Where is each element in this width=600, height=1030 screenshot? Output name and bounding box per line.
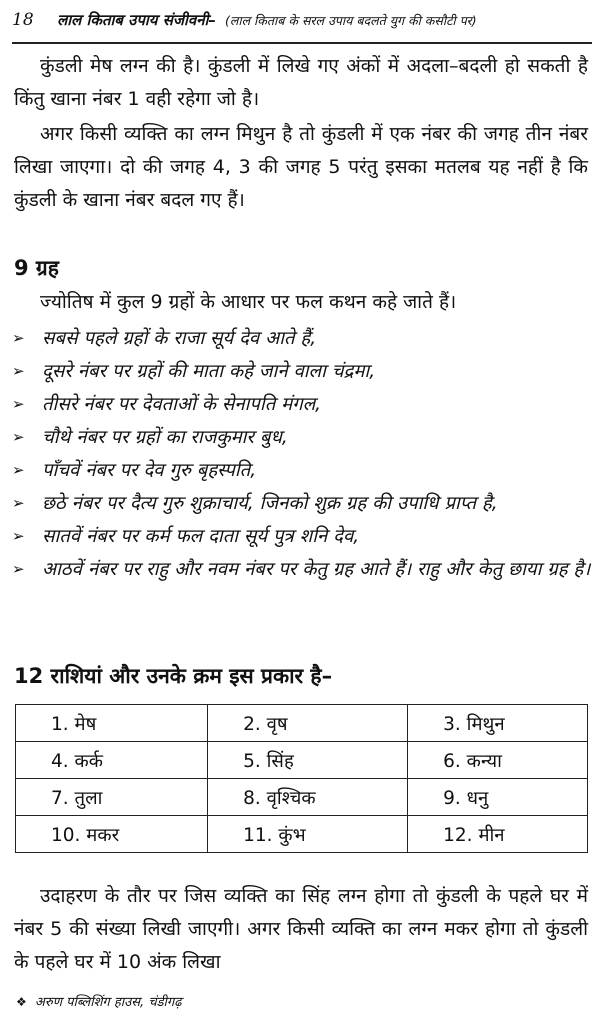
- arrow-bullet-icon: ➢: [12, 527, 25, 545]
- arrow-bullet-icon: ➢: [12, 560, 25, 578]
- paragraph-mesh-lagna: कुंडली मेष लग्न की है। कुंडली में लिखे गए अंकों में अदला–बदली हो सकती है किंतु खाना नंबर 1 वही रहेगा जो है।: [14, 55, 588, 110]
- table-cell: 3. मिथुन: [408, 705, 588, 742]
- rashi-table: [15, 704, 588, 853]
- book-title: लाल किताब उपाय संजीवनी–: [57, 11, 216, 29]
- table-cell: 9. धनु: [408, 779, 588, 816]
- table-row: [16, 816, 588, 853]
- arrow-bullet-icon: ➢: [12, 494, 25, 512]
- list-item: ➢ सबसे पहले ग्रहों के राजा सूर्य देव आते हैं,: [12, 322, 592, 355]
- publisher-logo-icon: ❖: [16, 995, 27, 1009]
- list-item: ➢ पाँचवें नंबर पर देव गुरु बृहस्पति,: [12, 454, 592, 487]
- arrow-bullet-icon: ➢: [12, 461, 25, 479]
- paragraph-planets-intro: ज्योतिष में कुल 9 ग्रहों के आधार पर फल कथन कहे जाते हैं।: [40, 291, 457, 313]
- table-cell: 4. कर्क: [16, 742, 208, 779]
- planet-list: [12, 322, 592, 586]
- list-item: ➢ छठे नंबर पर दैत्य गुरु शुक्राचार्य, जिनको शुक्र ग्रह की उपाधि प्राप्त है,: [12, 487, 592, 520]
- list-item: ➢ सातवें नंबर पर कर्म फल दाता सूर्य पुत्र शनि देव,: [12, 520, 592, 553]
- table-cell: 10. मकर: [16, 816, 208, 853]
- table-row: [16, 705, 588, 742]
- list-item: ➢ तीसरे नंबर पर देवताओं के सेनापति मंगल,: [12, 388, 592, 421]
- paragraph-example: उदाहरण के तौर पर जिस व्यक्ति का सिंह लग्न होगा तो कुंडली के पहले घर में नंबर 5 की संख्या लिखी जाएगी। अगर किसी व्यक्ति का लग्न मकर होगा तो कुंडली के पहले घर में 10 अंक लिखा: [14, 885, 588, 973]
- heading-twelve-signs: 12 राशियां और उनके क्रम इस प्रकार है–: [14, 664, 333, 688]
- publisher-name: अरुण पब्लिशिंग हाउस, चंडीगढ़: [34, 995, 182, 1010]
- arrow-bullet-icon: ➢: [12, 362, 25, 380]
- page-header: [12, 10, 592, 44]
- table-cell: 1. मेष: [16, 705, 208, 742]
- table-cell: 7. तुला: [16, 779, 208, 816]
- arrow-bullet-icon: ➢: [12, 329, 25, 347]
- page-number: 18: [12, 10, 34, 30]
- arrow-bullet-icon: ➢: [12, 428, 25, 446]
- arrow-bullet-icon: ➢: [12, 395, 25, 413]
- table-cell: 2. वृष: [208, 705, 408, 742]
- table-row: [16, 779, 588, 816]
- list-item: ➢ चौथे नंबर पर ग्रहों का राजकुमार बुध,: [12, 421, 592, 454]
- table-cell: 12. मीन: [408, 816, 588, 853]
- table-cell: 6. कन्या: [408, 742, 588, 779]
- book-subtitle: (लाल किताब के सरल उपाय बदलते युग की कसौटी पर): [225, 13, 477, 28]
- page-footer: [16, 992, 182, 1010]
- table-row: [16, 742, 588, 779]
- table-cell: 8. वृश्चिक: [208, 779, 408, 816]
- list-item: ➢ दूसरे नंबर पर ग्रहों की माता कहे जाने वाला चंद्रमा,: [12, 355, 592, 388]
- table-cell: 11. कुंभ: [208, 816, 408, 853]
- heading-nine-planets: 9 ग्रह: [14, 256, 59, 280]
- table-cell: 5. सिंह: [208, 742, 408, 779]
- paragraph-mithun-lagna: अगर किसी व्यक्ति का लग्न मिथुन है तो कुंडली में एक नंबर की जगह तीन नंबर लिखा जाएगा। दो की जगह 4, 3 की जगह 5 परंतु इसका मतलब यह नहीं है कि कुंडली के खाना नंबर बदल गए हैं।: [14, 123, 588, 211]
- list-item: ➢ आठवें नंबर पर राहु और नवम नंबर पर केतु ग्रह आते हैं। राहु और केतु छाया ग्रह है।: [12, 553, 592, 586]
